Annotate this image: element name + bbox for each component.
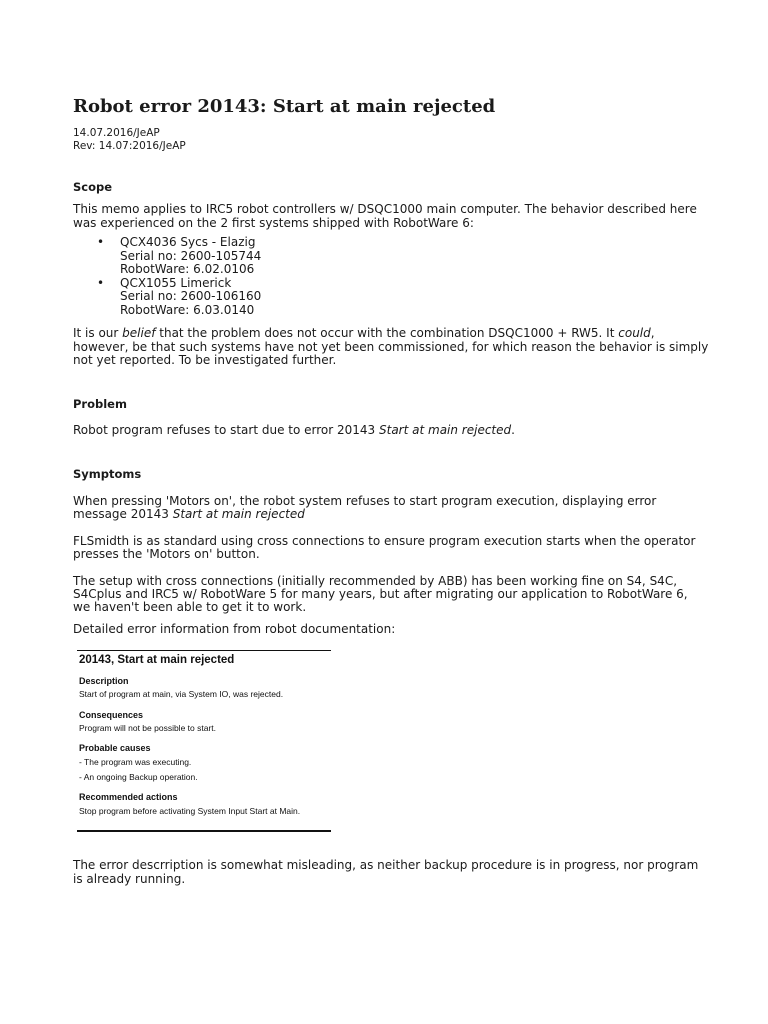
scope-intro-line-1: This memo applies to IRC5 robot controllers w/ DSQC1000 main computer. The behavior described here: [73, 202, 697, 216]
symptoms-paragraph-3-line-1: The setup with cross connections (initially recommended by ABB) has been working fine on S4, S4C,: [73, 574, 678, 588]
cause-item: - The program was executing.: [79, 757, 192, 767]
recommended-actions-label: Recommended actions: [79, 792, 178, 802]
symptoms-heading: Symptoms: [73, 467, 142, 481]
system-name: QCX4036 Sycs - Elazig: [120, 235, 256, 249]
system-serial: Serial no: 2600-105744: [120, 248, 262, 263]
system-serial: Serial no: 2600-106160: [120, 289, 262, 303]
list-item: [73, 277, 261, 318]
consequences-label: Consequences: [79, 710, 144, 720]
scope-intro-line-2: was experienced on the 2 first systems shipped with RobotWare 6:: [73, 216, 474, 230]
error-documentation-excerpt: [77, 650, 331, 834]
date-line: 14.07.2016/JeAP: [73, 127, 160, 139]
system-name: QCX1055 Limerick: [120, 275, 232, 290]
description-label: Description: [79, 676, 129, 686]
bullet-icon: •: [97, 235, 105, 249]
description-text: Start of program at main, via System IO, was rejected.: [79, 689, 284, 699]
closing-line-1: The error descrription is somewhat misleading, as neither backup procedure is in progress, nor program: [73, 858, 699, 872]
symptoms-paragraph-3-line-3: we haven't been able to get it to work.: [73, 600, 307, 614]
symptoms-paragraph-3-line-2: S4Cplus and IRC5 w/ RobotWare 5 for many years, but after migrating our application to RobotWare 6,: [73, 587, 688, 601]
recommended-actions-text: Stop program before activating System Input Start at Main.: [79, 806, 301, 816]
belief-paragraph-line-3: not yet reported. To be investigated further.: [73, 353, 337, 367]
scope-heading: Scope: [73, 180, 113, 194]
symptoms-paragraph-2-line-2: presses the 'Motors on' button.: [73, 547, 260, 561]
problem-text: Robot program refuses to start due to error 20143 Start at main rejected.: [73, 423, 515, 437]
probable-causes-label: Probable causes: [79, 743, 151, 753]
cause-item: - An ongoing Backup operation.: [79, 772, 198, 782]
divider: [77, 650, 331, 651]
bullet-icon: •: [97, 275, 105, 290]
revision-line: Rev: 14.07:2016/JeAP: [73, 140, 186, 152]
system-robotware: RobotWare: 6.03.0140: [120, 302, 255, 317]
symptoms-paragraph-2-line-1: FLSmidth is as standard using cross connections to ensure program execution starts when the operator: [73, 534, 696, 548]
belief-paragraph-line-1: It is our belief that the problem does not occur with the combination DSQC1000 + RW5. It could,: [73, 326, 655, 340]
page-title: Robot error 20143: Start at main rejected: [73, 96, 496, 117]
list-item: [73, 236, 261, 277]
error-title: 20143, Start at main rejected: [79, 654, 235, 666]
system-robotware: RobotWare: 6.02.0106: [120, 262, 255, 276]
closing-line-2: is already running.: [73, 872, 186, 886]
symptoms-paragraph-1-line-1: When pressing 'Motors on', the robot system refuses to start program execution, displaying error: [73, 494, 657, 508]
belief-paragraph-line-2: however, be that such systems have not yet been commissioned, for which reason the behavior is simply: [73, 340, 709, 354]
problem-heading: Problem: [73, 397, 127, 411]
symptoms-paragraph-4: Detailed error information from robot documentation:: [73, 622, 396, 636]
divider: [77, 830, 331, 832]
symptoms-paragraph-1-line-2: message 20143 Start at main rejected: [73, 507, 305, 521]
system-list: [73, 236, 261, 317]
consequences-text: Program will not be possible to start.: [79, 723, 217, 733]
